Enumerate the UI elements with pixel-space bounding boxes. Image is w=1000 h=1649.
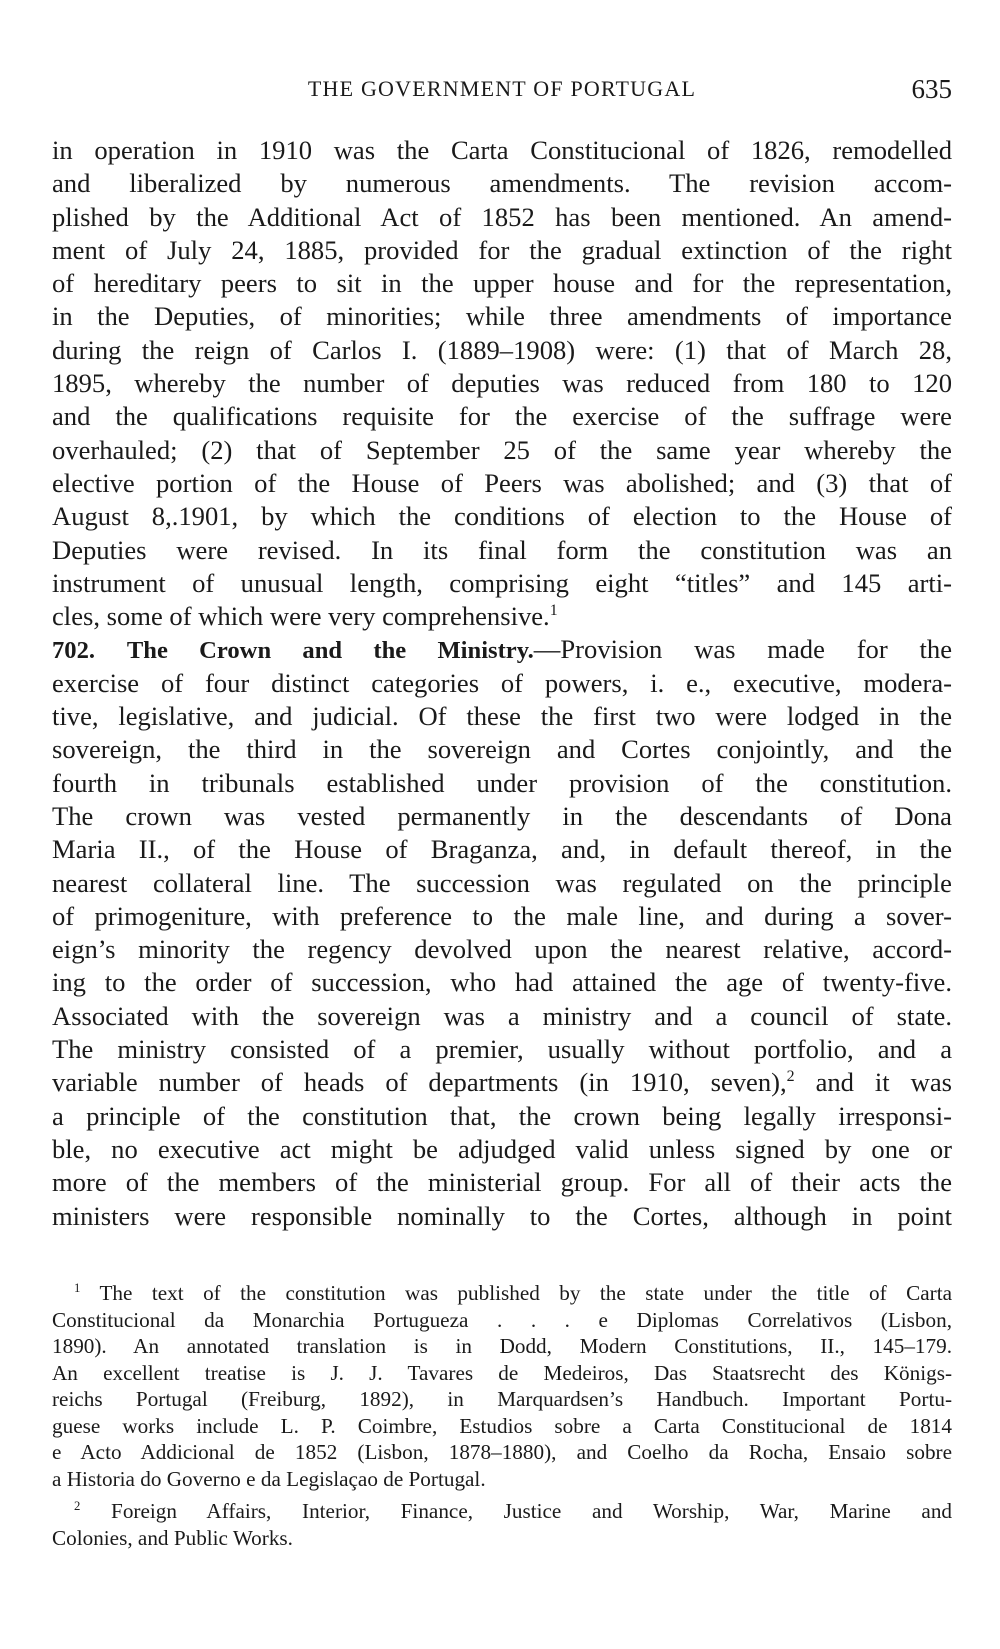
body-line: The crown was vested permanently in the descendants of Dona [52, 800, 952, 831]
body-line: exercise of four distinct categories of powers, i. e., executive, modera- [52, 667, 952, 698]
section-first-line: 702. The Crown and the Ministry.—Provision was made for the [52, 634, 953, 665]
body-line: 1895, whereby the number of deputies was reduced from 180 to 120 [52, 368, 952, 399]
body-line: elective portion of the House of Peers was abolished; and (3) that of [52, 467, 952, 498]
body-line: August 8,.1901, by which the conditions of election to the House of [52, 501, 952, 532]
body-line: instrument of unusual length, comprising eight “titles” and 145 arti- [52, 567, 952, 598]
footnote-marker: 2 [74, 1498, 81, 1513]
footnote-marker: 1 [74, 1280, 81, 1295]
section-number: 702. [52, 637, 96, 665]
footnote-line: 1890). An annotated translation is in Dodd, Modern Constitutions, II., 145–179. [52, 1334, 952, 1358]
body-line: Deputies were revised. In its final form the constitution was an [52, 534, 952, 565]
body-line: a principle of the constitution that, the crown being legally irresponsi- [52, 1100, 952, 1131]
body-line: nearest collateral line. The succession was regulated on the principle [52, 867, 952, 898]
body-line: and liberalized by numerous amendments. The revision accom- [52, 168, 952, 199]
footnote-1: $^1$ The text of the constitution was published by the state under the title of Carta [74, 1280, 952, 1305]
body-line: more of the members of the ministerial group. For all of their acts the [52, 1167, 952, 1198]
running-head [52, 76, 952, 110]
body-line: Maria II., of the House of Braganza, and, in default thereof, in the [52, 834, 952, 865]
body-line: sovereign, the third in the sovereign and Cortes conjointly, and the [52, 734, 952, 765]
page-number: 635 [911, 74, 952, 104]
body-line: tive, legislative, and judicial. Of these the first two were lodged in the [52, 701, 952, 732]
footnote-line: Constitucional da Monarchia Portugueza . . . e Diplomas Correlativos (Lisbon, [52, 1307, 952, 1332]
body-line: ing to the order of succession, who had attained the age of twenty-five. [52, 967, 952, 998]
footnote-ref: 1 [549, 602, 558, 620]
body-line: ment of July 24, 1885, provided for the gradual extinction of the right [52, 234, 952, 265]
body-line: of hereditary peers to sit in the upper house and for the representation, [52, 268, 952, 299]
footnote-line: reichs Portugal (Freiburg, 1892), in Marquardsen’s Handbuch. Important Portu- [52, 1387, 952, 1411]
running-title: THE GOVERNMENT OF PORTUGAL [307, 76, 697, 101]
body-line: in operation in 1910 was the Carta Constitucional of 1826, remodelled [52, 135, 952, 165]
body-line: eign’s minority the regency devolved upon the nearest relative, accord- [52, 934, 952, 965]
footnotes [52, 1280, 952, 1551]
body-line: cles, some of which were very comprehensive.$^1$ [52, 601, 558, 632]
body-line: and the qualifications requisite for the exercise of the suffrage were [52, 401, 952, 432]
body-line: during the reign of Carlos I. (1889–1908) were: (1) that of March 28, [52, 334, 952, 365]
section-title: The Crown and the Ministry. [126, 637, 534, 665]
footnote-2: $^2$ Foreign Affairs, Interior, Finance, Justice and Worship, War, Marine and [74, 1498, 953, 1523]
body-line: fourth in tribunals established under provision of the constitution. [52, 767, 952, 798]
body-line: ble, no executive act might be adjudged valid unless signed by one or [52, 1133, 952, 1164]
footnote-line: guese works include L. P. Coimbre, Estudios sobre a Carta Constitucional de 1814 [52, 1413, 952, 1438]
footnote-ref: 2 [786, 1068, 795, 1086]
body-line: Associated with the sovereign was a ministry and a council of state. [52, 1000, 952, 1031]
body-text [52, 134, 952, 1233]
body-line: The ministry consisted of a premier, usually without portfolio, and a [52, 1034, 952, 1065]
body-line: variable number of heads of departments (in 1910, seven),$^2$ and it was [52, 1067, 952, 1098]
footnote-line: Colonies, and Public Works. [52, 1525, 293, 1550]
body-line: ministers were responsible nominally to the Cortes, although in point [52, 1200, 952, 1231]
body-line: overhauled; (2) that of September 25 of the same year whereby the [52, 434, 952, 465]
footnote-line: e Acto Addicional de 1852 (Lisbon, 1878–1880), and Coelho da Rocha, Ensaio sobre [52, 1440, 952, 1464]
footnote-line: a Historia do Governo e da Legislaçao de Portugal. [52, 1466, 486, 1491]
body-line: plished by the Additional Act of 1852 has been mentioned. An amend- [52, 201, 952, 232]
body-line: in the Deputies, of minorities; while three amendments of importance [52, 301, 952, 332]
footnote-line: An excellent treatise is J. J. Tavares de Medeiros, Das Staatsrecht des Königs- [52, 1360, 952, 1385]
body-line: of primogeniture, with preference to the male line, and during a sover- [52, 900, 952, 931]
